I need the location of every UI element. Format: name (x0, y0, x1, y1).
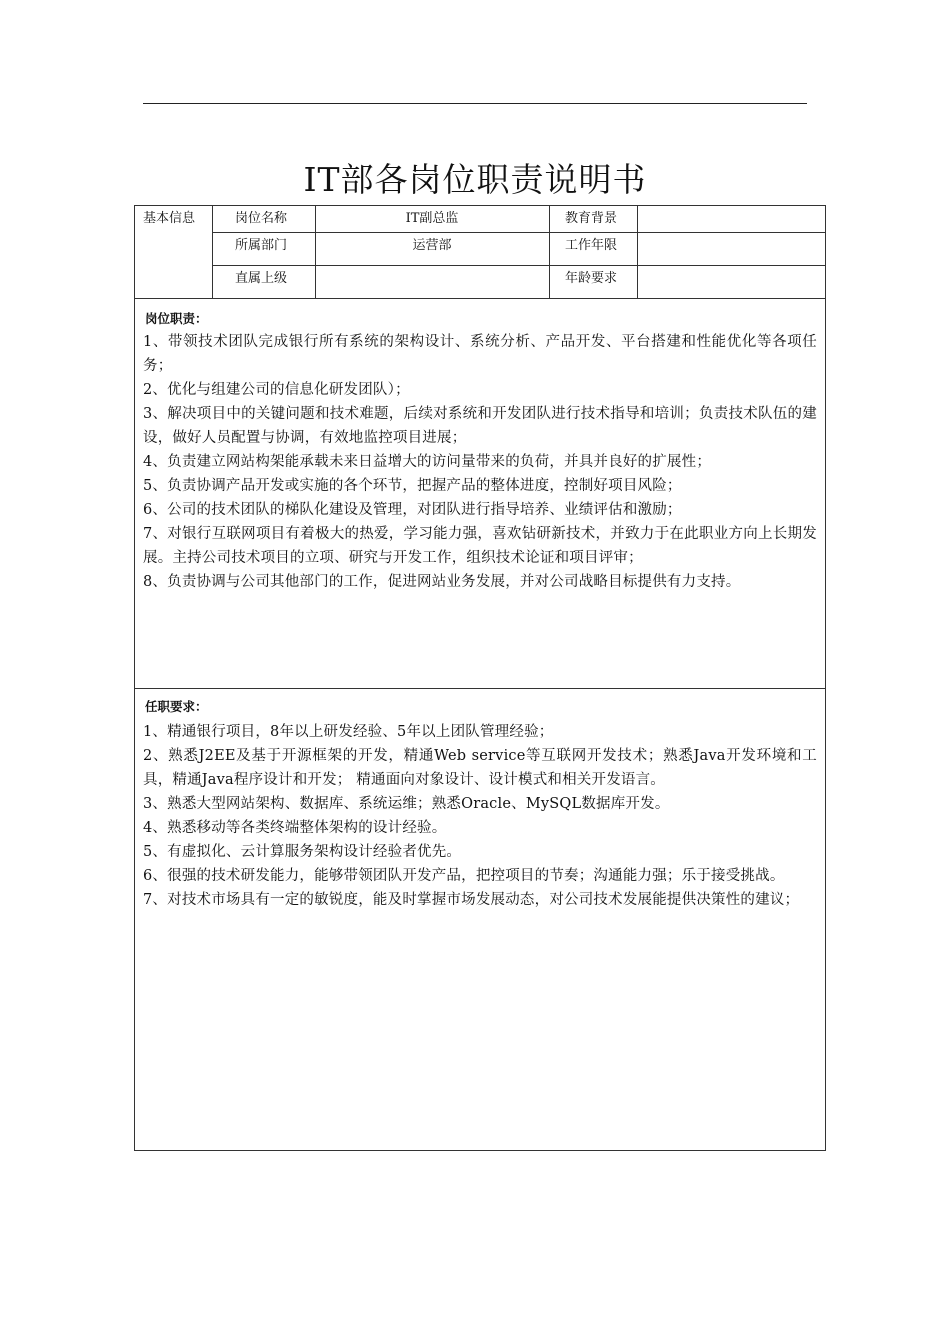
duty-item: 8、负责协调与公司其他部门的工作，促进网站业务发展，并对公司战略目标提供有力支持。 (143, 574, 741, 590)
requirement-item: 5、有虚拟化、云计算服务架构设计经验者优先。 (143, 844, 462, 860)
requirements-heading: 任职要求： (145, 699, 208, 714)
duties-section (134, 298, 826, 689)
requirement-item: 4、熟悉移动等各类终端整体架构的设计经验。 (143, 820, 447, 836)
requirement-item: 6、很强的技术研发能力，能够带领团队开发产品，把控项目的节奏；沟通能力强；乐于接受挑战。 (143, 868, 785, 884)
table-divider (212, 206, 213, 298)
duty-item: 4、负责建立网站构架能承载未来日益增大的访问量带来的负荷，并具并良好的扩展性； (143, 454, 712, 470)
duty-item: 7、对银行互联网项目有着极大的热爱，学习能力强，喜欢钻研新技术，并致力于在此职业方向上长期发展。主持公司技术项目的立项、研究与开发工作，组织技术论证和项目评审； (143, 526, 817, 566)
table-divider (637, 206, 638, 298)
requirement-item: 7、对技术市场具有一定的敏锐度，能及时掌握市场发展动态，对公司技术发展能提供决策性的建议； (143, 892, 800, 908)
duty-item: 2、优化与组建公司的信息化研发团队）； (143, 382, 410, 398)
duty-item: 5、负责协调产品开发或实施的各个环节，把握产品的整体进度，控制好项目风险； (143, 478, 682, 494)
duties-list (143, 330, 817, 594)
document-title: IT部各岗位职责说明书 (303, 160, 647, 199)
header-rule (143, 103, 807, 104)
basic-info-table (134, 205, 826, 299)
field-label-supervisor: 直属上级 (235, 271, 288, 286)
requirements-list (143, 720, 817, 912)
duty-item: 1、带领技术团队完成银行所有系统的架构设计、系统分析、产品开发、平台搭建和性能优化等各项任务； (143, 334, 817, 374)
requirement-item: 2、熟悉J2EE及基于开源框架的开发，精通Web service等互联网开发技术；熟悉Java开发环境和工具，精通Java程序设计和开发； 精通面向对象设计、设计模式和相关开发语言。 (143, 748, 817, 788)
field-value-department: 运营部 (412, 238, 452, 253)
table-divider (212, 232, 825, 233)
requirement-item: 3、熟悉大型网站架构、数据库、系统运维；熟悉Oracle、MySQL数据库开发。 (143, 796, 670, 812)
table-divider (212, 265, 825, 266)
field-label-education: 教育背景 (565, 211, 618, 226)
duty-item: 6、公司的技术团队的梯队化建设及管理，对团队进行指导培养、业绩评估和激励； (143, 502, 682, 518)
field-value-position-name: IT副总监 (405, 211, 459, 226)
field-label-work-years: 工作年限 (565, 238, 618, 253)
duty-item: 3、解决项目中的关键问题和技术难题，后续对系统和开发团队进行技术指导和培训；负责技术队伍的建设，做好人员配置与协调，有效地监控项目进展； (143, 406, 817, 446)
table-divider (549, 206, 550, 298)
duties-heading: 岗位职责： (145, 311, 208, 326)
requirement-item: 1、精通银行项目，8年以上研发经验、5年以上团队管理经验； (143, 724, 554, 740)
field-label-position-name: 岗位名称 (235, 211, 288, 226)
requirements-section (134, 688, 826, 1151)
field-label-department: 所属部门 (235, 238, 288, 253)
basic-info-label: 基本信息 (143, 211, 196, 226)
field-label-age: 年龄要求 (565, 271, 618, 286)
